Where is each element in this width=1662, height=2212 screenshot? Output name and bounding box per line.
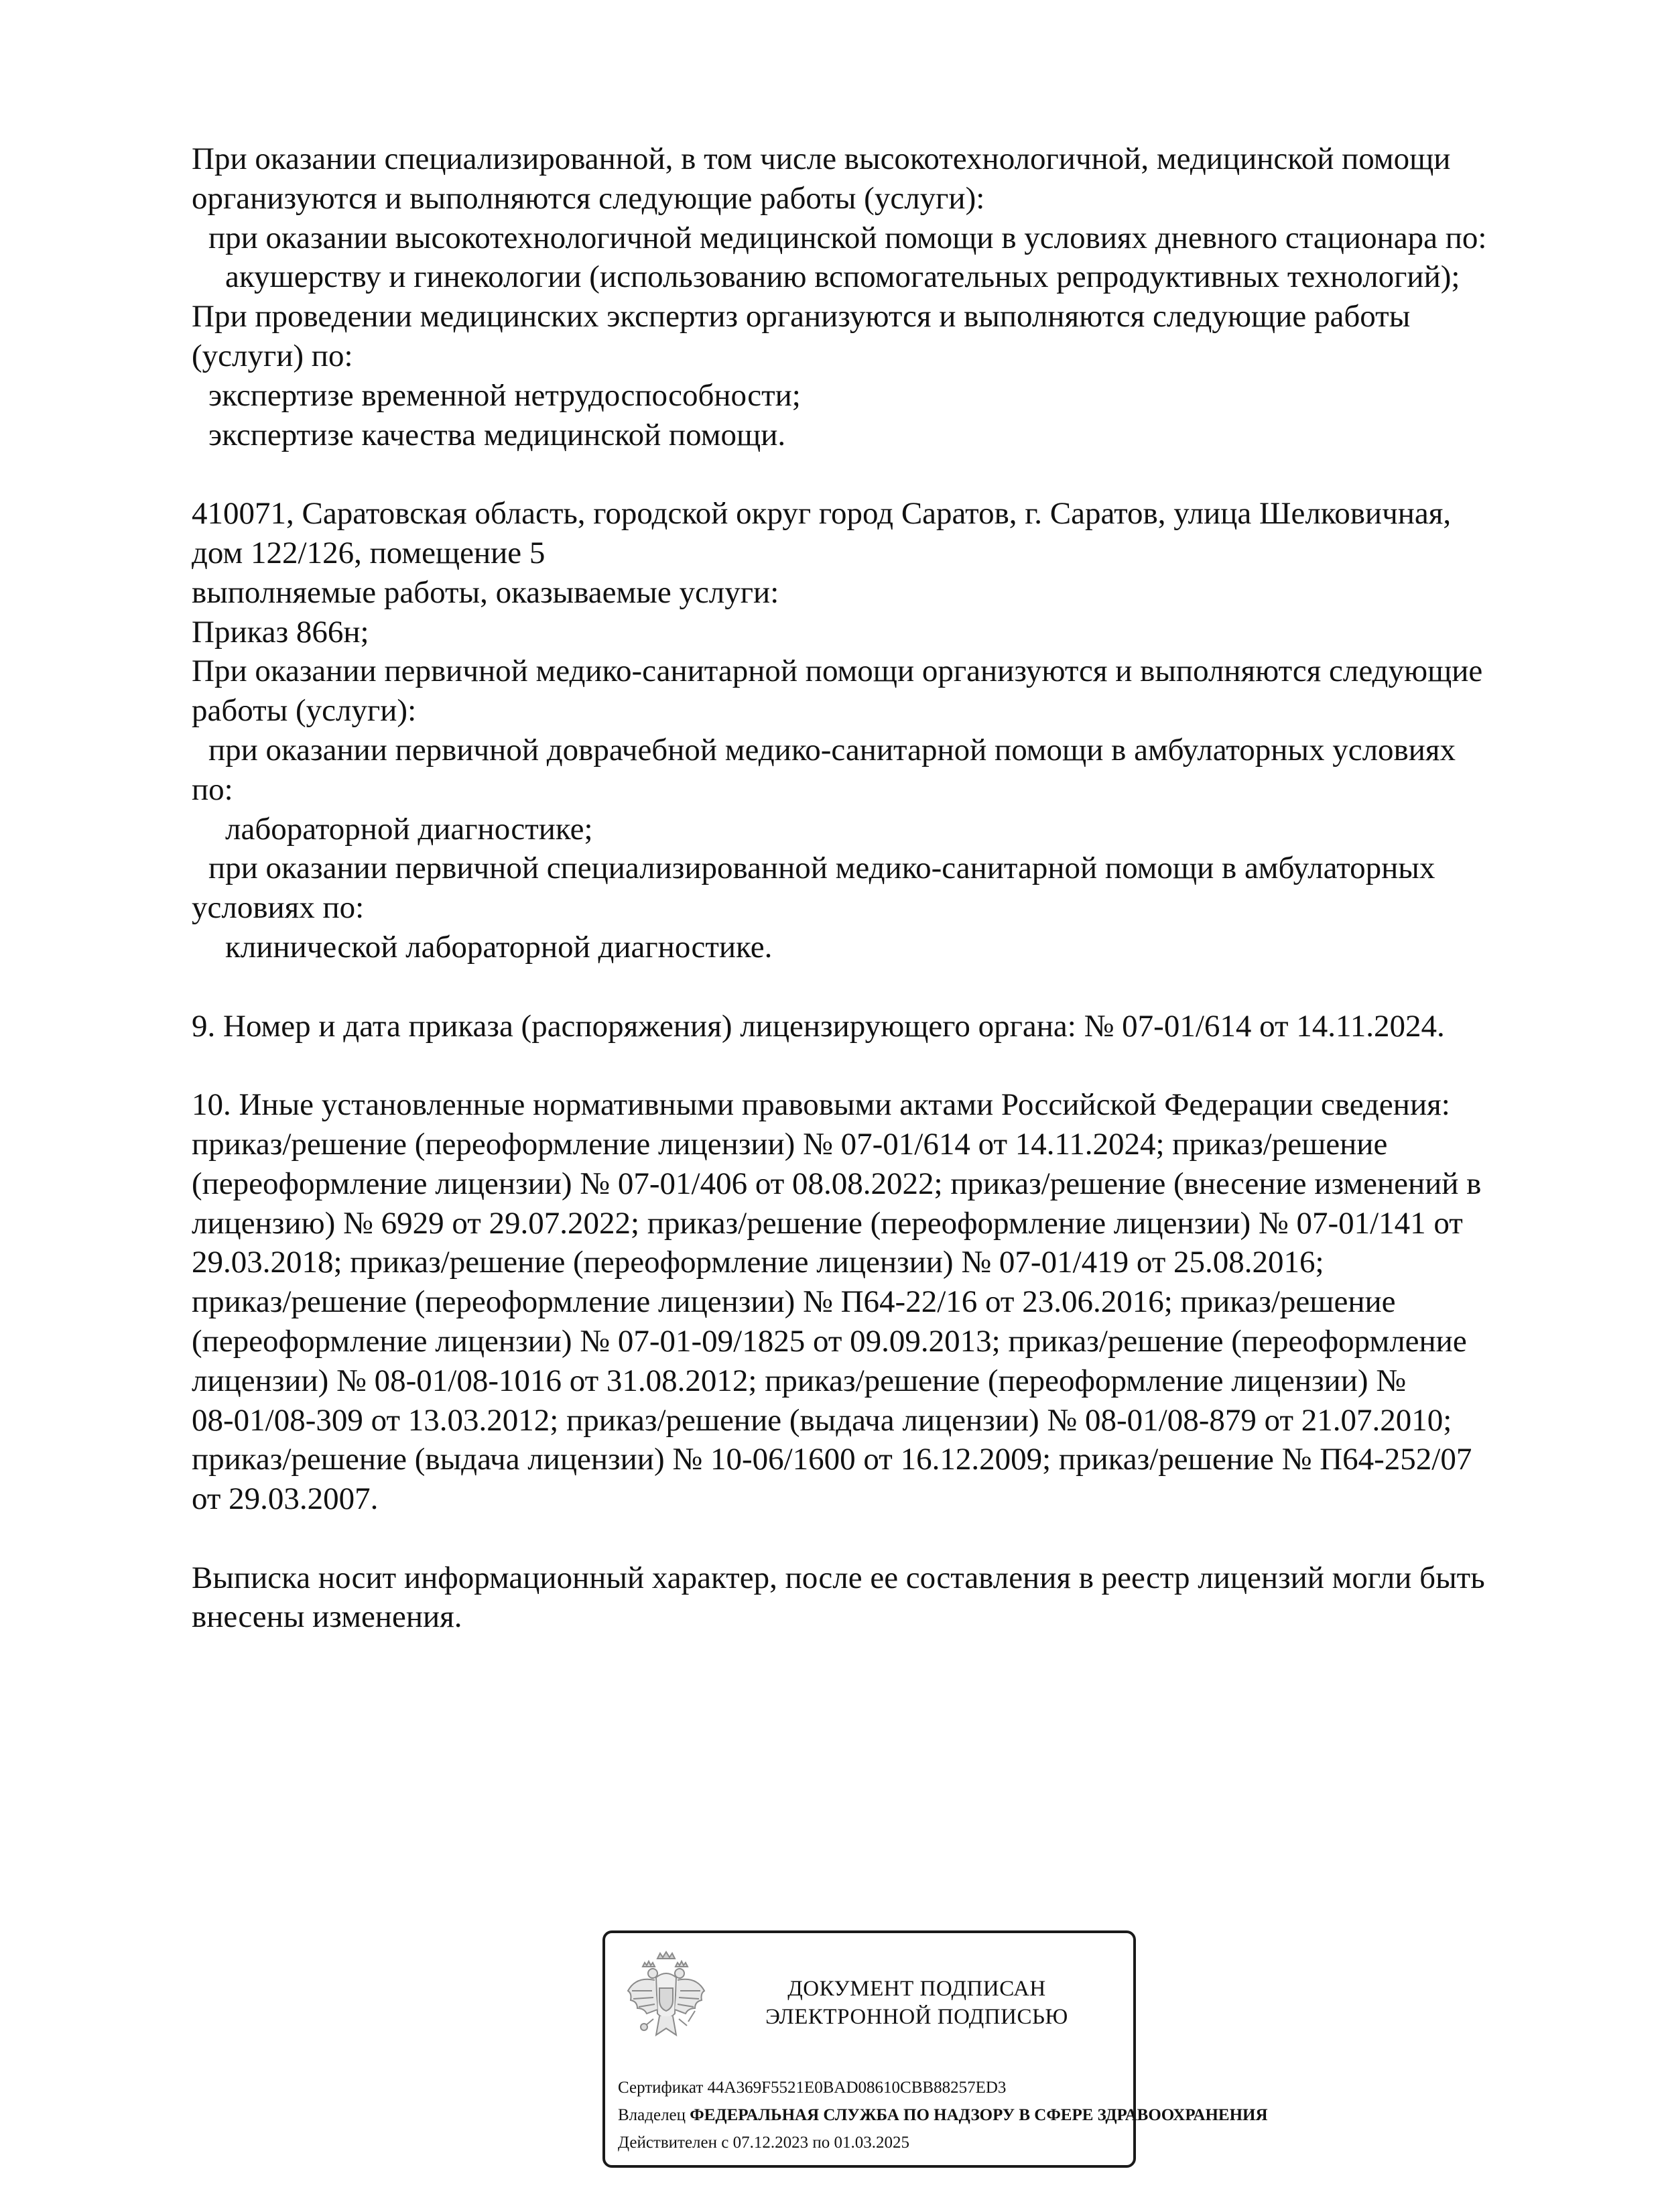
- paragraph: [192, 139, 1545, 454]
- paragraph: [192, 1007, 1545, 1046]
- text-line: лицензию) № 6929 от 29.07.2022; приказ/решение (переоформление лицензии) № 07-01/141 от: [192, 1205, 1463, 1241]
- text-line: условиях по:: [192, 890, 365, 926]
- certificate-line: [618, 2074, 1133, 2101]
- stamp-title-line1: ДОКУМЕНТ ПОДПИСАН: [787, 1977, 1046, 2001]
- text-line: от 29.03.2007.: [192, 1481, 379, 1517]
- text-line: 410071, Саратовская область, городской округ город Саратов, г. Саратов, улица Шелковичная,: [192, 496, 1452, 532]
- electronic-signature-stamp: [602, 1930, 1268, 2168]
- owner-line: [618, 2101, 1268, 2129]
- text-line: 29.03.2018; приказ/решение (переоформление лицензии) № 07-01/419 от 25.08.2016;: [192, 1245, 1324, 1280]
- text-line: дом 122/126, помещение 5: [192, 535, 546, 570]
- text-line: организуются и выполняются следующие работы (услуги):: [192, 180, 985, 216]
- text-line: акушерству и гинекологии (использованию вспомогательных репродуктивных технологий);: [225, 259, 1460, 295]
- certificate-value: 44A369F5521E0BAD08610CBB88257ED3: [707, 2079, 1007, 2097]
- text-line: выполняемые работы, оказываемые услуги:: [192, 574, 779, 610]
- text-line: работы (услуги):: [192, 693, 417, 729]
- text-line: Выписка носит информационный характер, после ее составления в реестр лицензий могли быть: [192, 1560, 1485, 1595]
- validity-line: Действителен с 07.12.2023 по 01.03.2025: [618, 2134, 909, 2152]
- owner-value: ФЕДЕРАЛЬНАЯ СЛУЖБА ПО НАДЗОРУ В СФЕРЕ ЗДРАВООХРАНЕНИЯ: [690, 2106, 1268, 2124]
- text-line: (услуги) по:: [192, 338, 353, 373]
- stamp-title: [722, 1975, 1111, 2031]
- text-line: экспертизе качества медицинской помощи.: [208, 417, 786, 452]
- text-line: внесены изменения.: [192, 1599, 462, 1635]
- text-line: (переоформление лицензии) № 07-01-09/1825 от 09.09.2013; приказ/решение (переоформление: [192, 1323, 1467, 1359]
- paragraph: [192, 1085, 1545, 1519]
- text-line: лабораторной диагностике;: [225, 811, 593, 847]
- text-line: При оказании первичной медико-санитарной помощи организуются и выполняются следующие: [192, 654, 1483, 689]
- document-body: [192, 139, 1545, 1637]
- text-line: 9. Номер и дата приказа (распоряжения) лицензирующего органа: № 07-01/614 от 14.11.2024.: [192, 1008, 1445, 1044]
- text-line: при оказании высокотехнологичной медицинской помощи в условиях дневного стационара по:: [208, 220, 1487, 255]
- paragraph: [192, 1558, 1545, 1638]
- text-line: приказ/решение (выдача лицензии) № 10-06/1600 от 16.12.2009; приказ/решение № П64-252/07: [192, 1442, 1472, 1477]
- paragraph-gap: [192, 1046, 1545, 1085]
- text-line: при оказании первичной доврачебной медико-санитарной помощи в амбулаторных условиях: [208, 732, 1456, 767]
- text-line: экспертизе временной нетрудоспособности;: [208, 377, 801, 413]
- text-line: приказ/решение (переоформление лицензии) № П64-22/16 от 23.06.2016; приказ/решение: [192, 1284, 1396, 1320]
- text-line: клинической лабораторной диагностике.: [225, 929, 773, 965]
- owner-label: Владелец: [618, 2106, 686, 2124]
- paragraph-gap: [192, 967, 1545, 1007]
- text-line: 08-01/08-309 от 13.03.2012; приказ/решение (выдача лицензии) № 08-01/08-879 от 21.07.2010;: [192, 1402, 1452, 1438]
- certificate-label: Сертификат: [618, 2079, 704, 2097]
- text-line: При оказании специализированной, в том числе высокотехнологичной, медицинской помощи: [192, 141, 1451, 176]
- text-line: приказ/решение (переоформление лицензии) № 07-01/614 от 14.11.2024; приказ/решение: [192, 1126, 1388, 1162]
- text-line: 10. Иные установленные нормативными правовыми актами Российской Федерации сведения:: [192, 1087, 1450, 1123]
- stamp-title-line2: ЭЛЕКТРОННОЙ ПОДПИСЬЮ: [765, 2005, 1068, 2029]
- paragraph-gap: [192, 454, 1545, 494]
- paragraph: [192, 494, 1545, 967]
- text-line: при оказании первичной специализированной медико-санитарной помощи в амбулаторных: [208, 851, 1435, 886]
- paragraph-gap: [192, 1519, 1545, 1558]
- text-line: по:: [192, 772, 233, 807]
- stamp-details: [618, 2074, 1268, 2156]
- text-line: лицензии) № 08-01/08-1016 от 31.08.2012; приказ/решение (переоформление лицензии) №: [192, 1363, 1407, 1398]
- text-line: (переоформление лицензии) № 07-01/406 от 08.08.2022; приказ/решение (внесение изменений в: [192, 1166, 1482, 1201]
- text-line: Приказ 866н;: [192, 614, 369, 650]
- text-line: При проведении медицинских экспертиз организуются и выполняются следующие работы: [192, 299, 1411, 334]
- russian-coat-of-arms-icon: [623, 1949, 710, 2050]
